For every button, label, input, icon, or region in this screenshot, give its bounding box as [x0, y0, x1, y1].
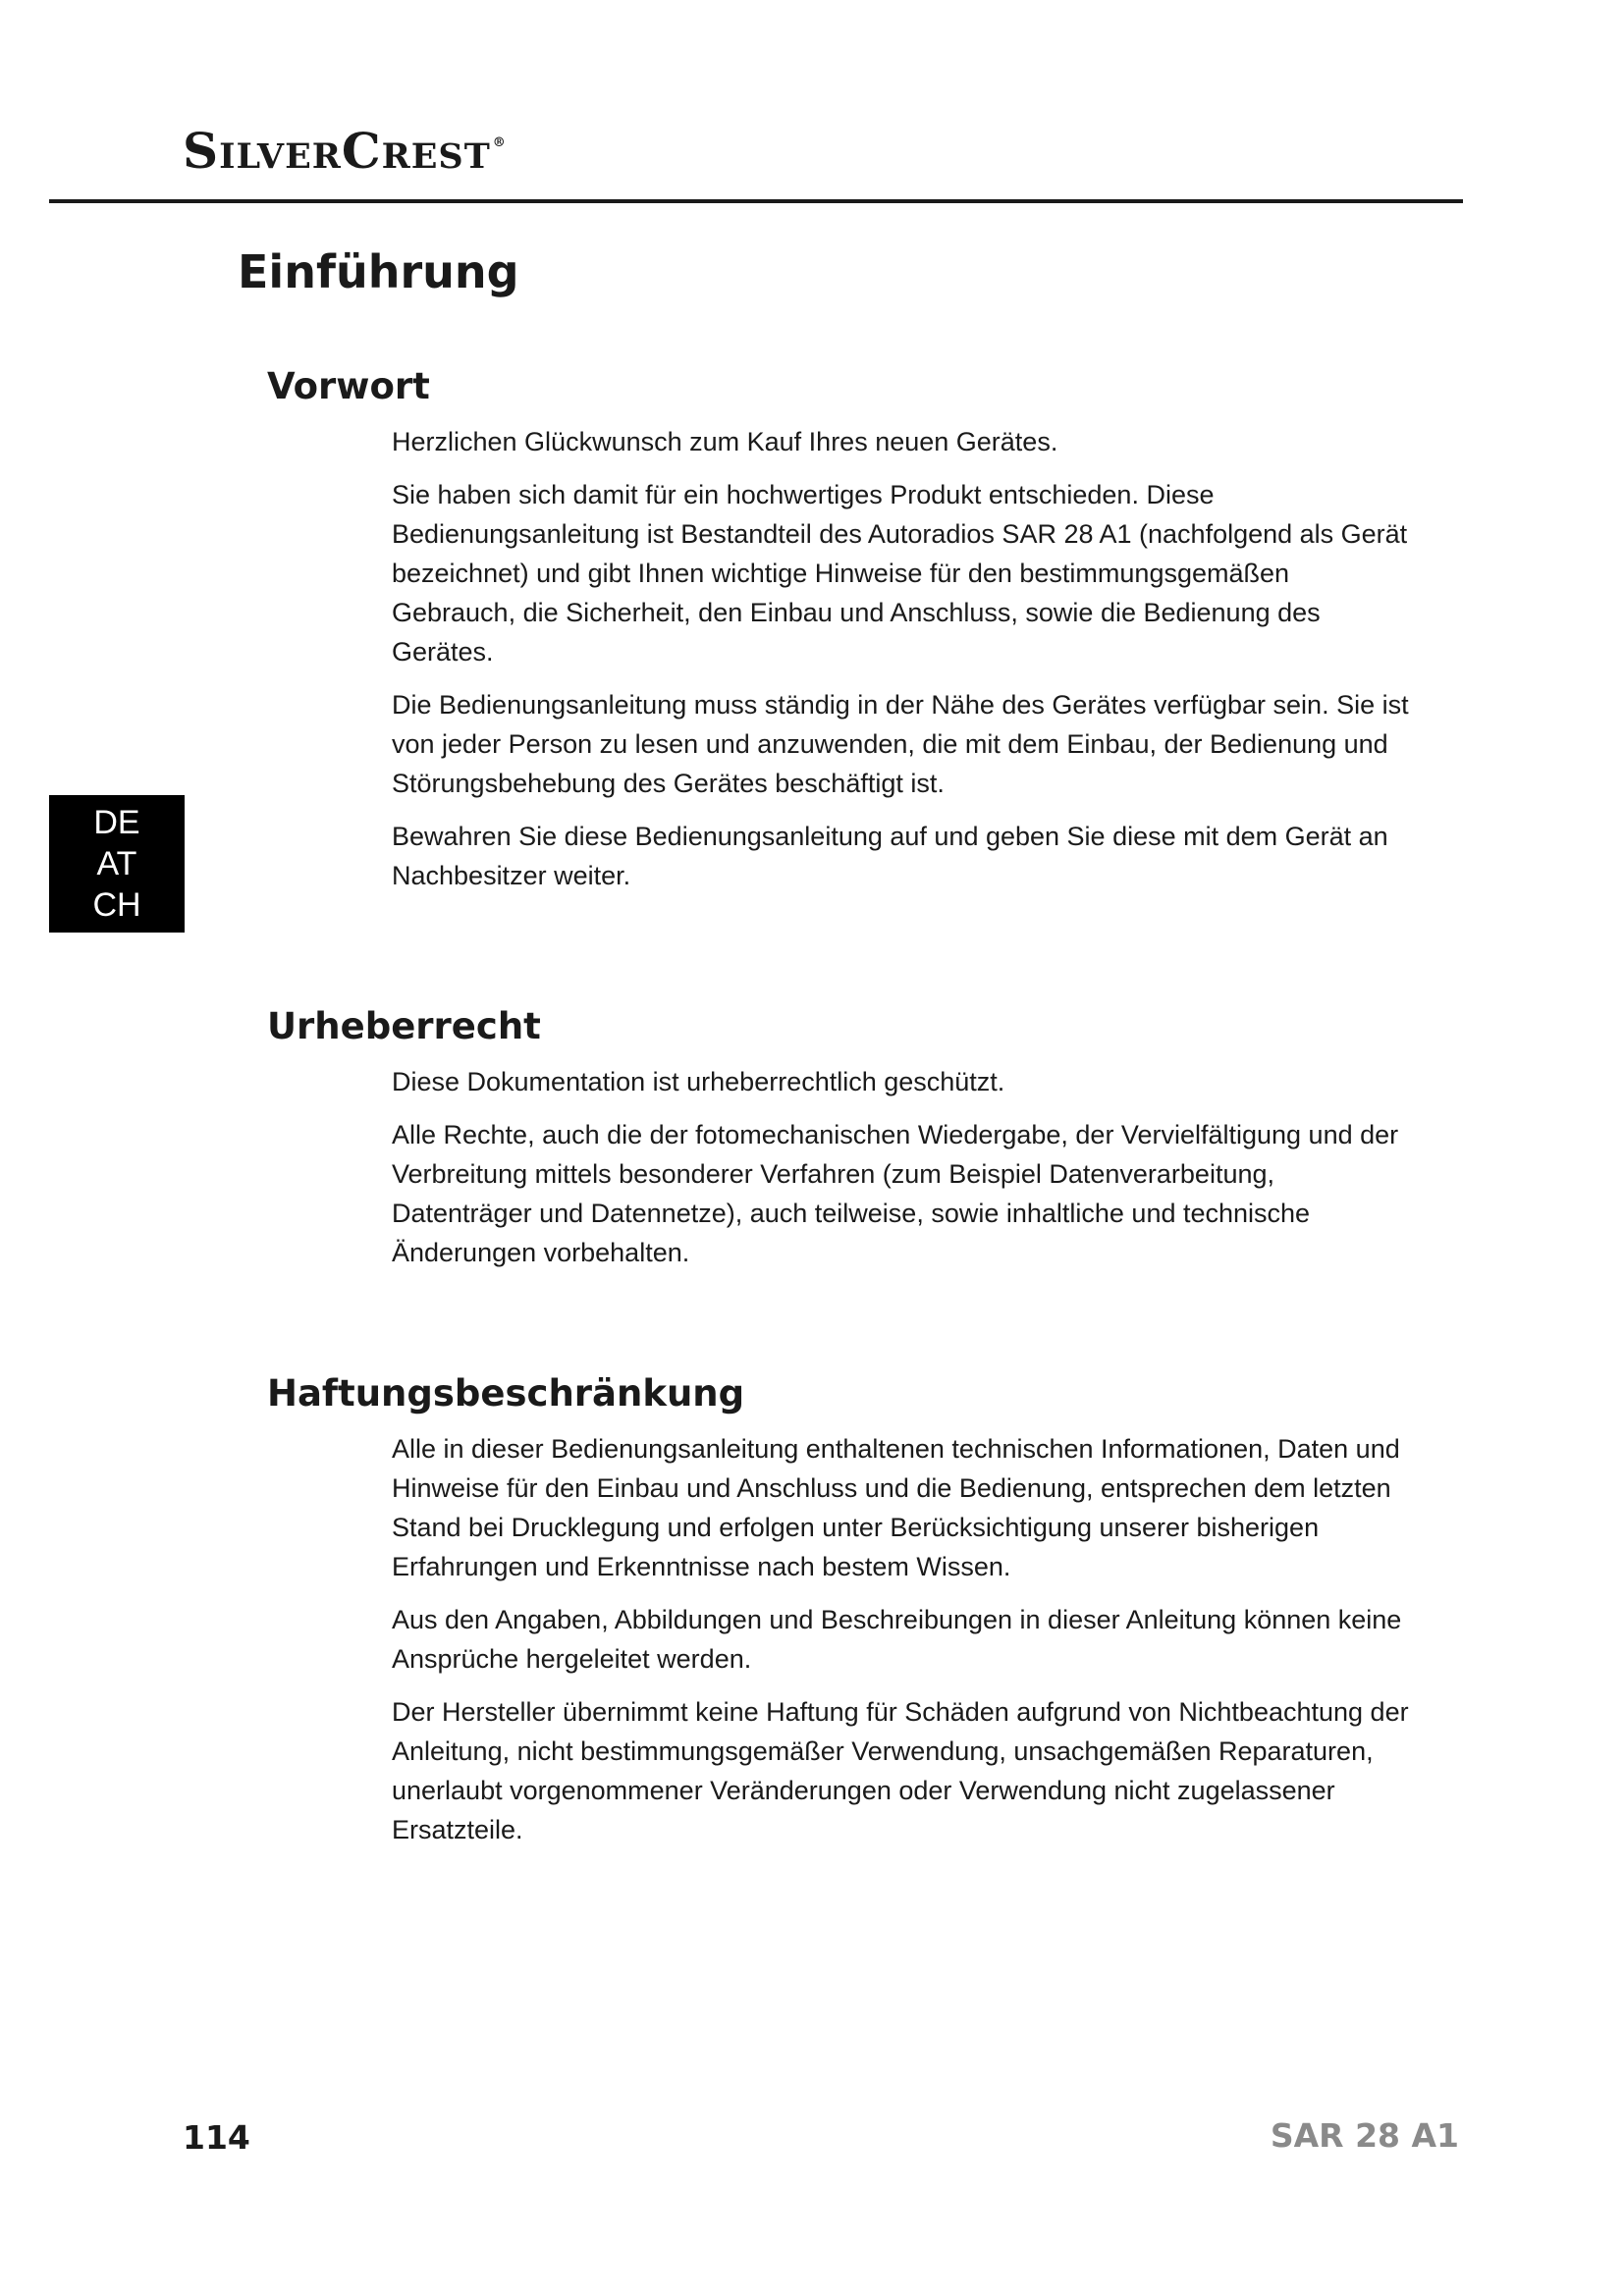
header-divider — [49, 199, 1463, 203]
page-number: 114 — [183, 2118, 250, 2157]
section-heading: Vorwort — [267, 365, 430, 407]
section-heading: Haftungsbeschränkung — [267, 1372, 745, 1415]
registered-mark: ® — [492, 135, 507, 150]
paragraph: Alle in dieser Bedienungsanleitung enthaltenen technischen Informationen, Daten und Hinweise für den Einbau und Anschluss und die Bedienung, entsprechen dem letzten Stand bei Drucklegung und erfolgen unter Berücksichtigung unserer bisherigen Erfahrungen und Erkenntnisse nach bestem Wissen. — [392, 1434, 1400, 1581]
model-number: SAR 28 A1 — [1270, 2116, 1459, 2155]
paragraph: Alle Rechte, auch die der fotomechanischen Wiedergabe, der Vervielfältigung und der Verbreitung mittels besonderer Verfahren (zum Beispiel Datenverarbeitung, Datenträger und Datennetze), auch teilweise, sowie inhaltliche und technische Änderungen vorbehalten. — [392, 1120, 1399, 1267]
language-code: CH — [92, 886, 141, 924]
brand-name: SilverCrest — [183, 122, 491, 180]
paragraph: Herzlichen Glückwunsch zum Kauf Ihres neuen Gerätes. — [392, 427, 1058, 456]
brand-logo — [183, 122, 507, 180]
language-tab — [49, 795, 185, 933]
section-heading: Urheberrecht — [267, 1005, 541, 1047]
section-urheberrecht — [267, 1005, 1426, 1286]
language-code: AT — [96, 845, 137, 882]
section-vorwort — [267, 365, 1426, 909]
section-haftungsbeschraenkung — [267, 1372, 1426, 1863]
page-title: Einführung — [238, 245, 519, 298]
paragraph: Diese Dokumentation ist urheberrechtlich geschützt. — [392, 1067, 1005, 1096]
paragraph: Sie haben sich damit für ein hochwertiges Produkt entschieden. Diese Bedienungsanleitung ist Bestandteil des Autoradios SAR 28 A1 (nachfolgend als Gerät bezeichnet) und gibt Ihnen wichtige Hinweise für den bestimmungsgemäßen Gebrauch, die Sicherheit, den Einbau und Anschluss, sowie die Bedienung des Gerätes. — [392, 480, 1408, 667]
section-body — [392, 422, 1413, 895]
section-body — [392, 1062, 1413, 1272]
paragraph: Aus den Angaben, Abbildungen und Beschreibungen in dieser Anleitung können keine Ansprüche hergeleitet werden. — [392, 1605, 1402, 1674]
language-code: DE — [93, 804, 140, 841]
paragraph: Der Hersteller übernimmt keine Haftung für Schäden aufgrund von Nichtbeachtung der Anleitung, nicht bestimmungsgemäßer Verwendung, unsachgemäßen Reparaturen, unerlaubt vorgenommener Veränderungen oder Verwendung nicht zugelassener Ersatzteile. — [392, 1697, 1409, 1844]
section-body — [392, 1429, 1413, 1849]
paragraph: Die Bedienungsanleitung muss ständig in der Nähe des Gerätes verfügbar sein. Sie ist von jeder Person zu lesen und anzuwenden, die mit dem Einbau, der Bedienung und Störungsbehebung des Gerätes beschäftigt ist. — [392, 690, 1409, 798]
paragraph: Bewahren Sie diese Bedienungsanleitung auf und geben Sie diese mit dem Gerät an Nachbesitzer weiter. — [392, 822, 1388, 890]
